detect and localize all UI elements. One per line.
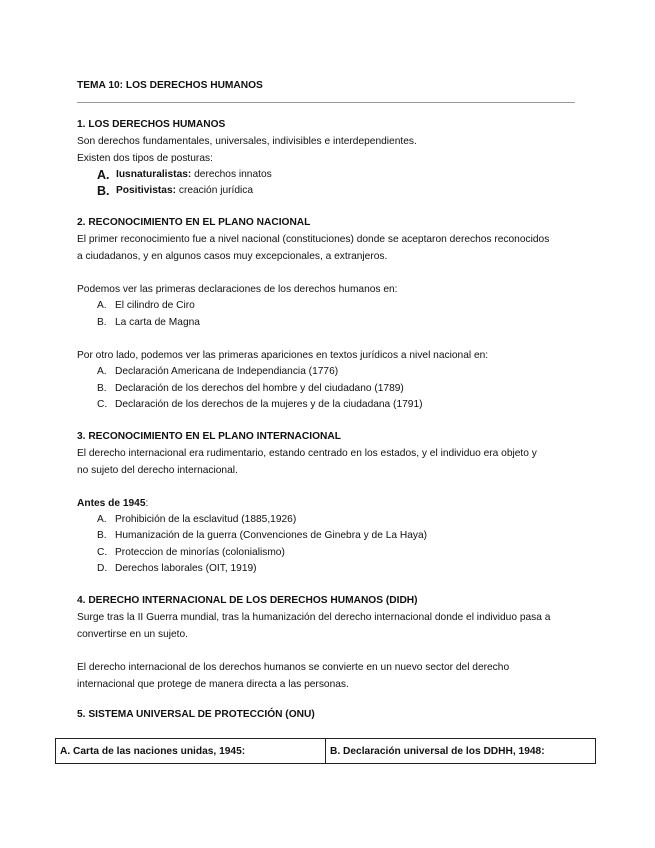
list-item — [77, 167, 597, 183]
section-4-heading: 4. DERECHO INTERNACIONAL DE LOS DERECHOS HUMANOS (DIDH) — [77, 594, 418, 606]
section-1-heading: 1. LOS DERECHOS HUMANOS — [77, 119, 226, 130]
list-text: Declaración Americana de Independiancia (1776) — [115, 366, 339, 377]
section-4-paragraph-2-line-1: El derecho internacional de los derechos humanos se convierte en un nuevo sector del derecho — [77, 661, 510, 673]
list-marker: B. — [97, 530, 107, 541]
list-text: Prohibición de la esclavitud (1885,1926) — [115, 513, 297, 525]
table-row — [56, 739, 596, 764]
list-item — [77, 512, 597, 529]
list-marker: C. — [97, 399, 108, 410]
list-marker: A. — [97, 168, 110, 182]
list-item — [77, 381, 597, 398]
section-4-paragraph-2-line-2: internacional que protege de manera directa a las personas. — [77, 678, 349, 690]
document-title: TEMA 10: LOS DERECHOS HUMANOS — [77, 80, 263, 91]
list-item — [77, 528, 597, 545]
list-text: Declaración de los derechos de la mujeres y de la ciudadana (1791) — [115, 399, 423, 410]
list-text: Derechos laborales (OIT, 1919) — [115, 563, 257, 574]
section-3-heading: 3. RECONOCIMIENTO EN EL PLANO INTERNACIONAL — [77, 430, 341, 442]
section-5-heading: 5. SISTEMA UNIVERSAL DE PROTECCIÓN (ONU) — [77, 708, 315, 720]
list-marker: A. — [97, 366, 107, 377]
list-marker: B. — [97, 184, 110, 198]
section-1-intro: Existen dos tipos de posturas: — [77, 153, 213, 164]
term-description: creación jurídica — [176, 185, 254, 196]
section-4-paragraph-1-line-1: Surge tras la II Guerra mundial, tras la humanización del derecho internacional donde el individuo pasa a — [77, 611, 551, 623]
table-cell-udhr: B. Declaración universal de los DDHH, 1948: — [326, 739, 596, 764]
list-marker: D. — [97, 563, 108, 574]
term: Positivistas: — [116, 185, 177, 196]
term-description: derechos innatos — [191, 169, 272, 180]
list-marker: B. — [97, 316, 107, 328]
document-page — [77, 79, 597, 723]
section-4-paragraph-1-line-2: convertirse en un sujeto. — [77, 628, 188, 640]
list-item — [77, 364, 597, 381]
section-2-paragraph-line-1: El primer reconocimiento fue a nivel nacional (constituciones) donde se aceptaron derechos reconocidos — [77, 234, 550, 245]
term: Iusnaturalistas: — [116, 169, 192, 180]
list-item — [77, 397, 597, 414]
list-item — [77, 298, 597, 315]
protection-system-table — [55, 738, 596, 764]
section-2-texts-intro: Por otro lado, podemos ver las primeras apariciones en textos jurídicos a nivel nacional en: — [77, 350, 489, 361]
list-text: La carta de Magna — [115, 316, 200, 328]
list-item — [77, 545, 597, 562]
section-3-paragraph-line-1: El derecho internacional era rudimentario, estando centrado en los estados, y el individuo era objeto y — [77, 447, 537, 459]
subheading-text: Antes de 1945 — [77, 497, 146, 509]
list-text: Proteccion de minorías (colonialismo) — [115, 546, 285, 558]
section-2-declarations-intro: Podemos ver las primeras declaraciones de los derechos humanos en: — [77, 284, 398, 295]
list-item — [77, 561, 597, 578]
list-marker: C. — [97, 546, 108, 558]
list-text: El cilindro de Ciro — [115, 300, 195, 311]
postures-list — [77, 167, 597, 199]
legal-texts-list — [77, 364, 597, 414]
subheading-colon: : — [145, 497, 149, 509]
section-1-paragraph: Son derechos fundamentales, universales, indivisibles e interdependientes. — [77, 136, 417, 147]
list-item — [77, 183, 597, 199]
section-2-heading: 2. RECONOCIMIENTO EN EL PLANO NACIONAL — [77, 217, 311, 228]
list-text: Humanización de la guerra (Convenciones de Ginebra y de La Haya) — [115, 530, 428, 541]
list-marker: B. — [97, 382, 107, 394]
section-3-paragraph-line-2: no sujeto del derecho internacional. — [77, 464, 238, 476]
table-cell-un-charter: A. Carta de las naciones unidas, 1945: — [56, 739, 326, 764]
list-text: Declaración de los derechos del hombre y del ciudadano (1789) — [115, 382, 404, 394]
declarations-list — [77, 298, 597, 331]
pre-1945-list — [77, 512, 597, 578]
section-2-paragraph-line-2: a ciudadanos, y en algunos casos muy excepcionales, a extranjeros. — [77, 251, 388, 262]
section-3-subheading — [77, 495, 597, 512]
list-item — [77, 315, 597, 332]
list-marker: A. — [97, 300, 107, 311]
list-marker: A. — [97, 513, 107, 525]
